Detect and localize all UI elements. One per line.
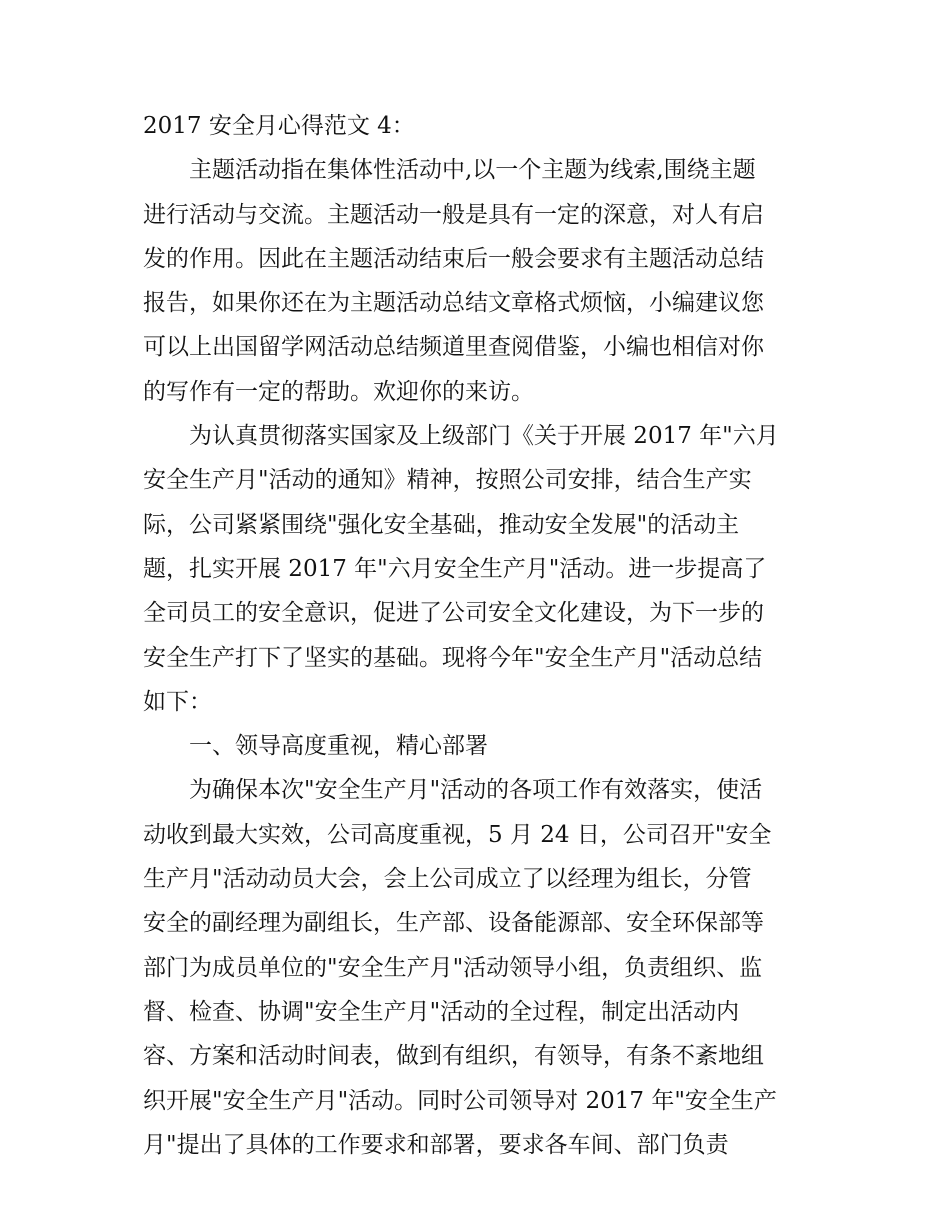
paragraph-4-line: 织开展"安全生产月"活动。同时公司领导对 2017 年"安全生产 <box>143 1087 777 1114</box>
paragraph-1-line: 的写作有一定的帮助。欢迎你的来访。 <box>143 378 534 405</box>
paragraph-2-line: 全司员工的安全意识，促进了公司安全文化建设，为下一步的 <box>143 600 764 627</box>
paragraph-4-line: 为确保本次"安全生产月"活动的各项工作有效落实，使活 <box>189 777 763 804</box>
paragraph-2-line: 安全生产月"活动的通知》精神，按照公司安排，结合生产实 <box>143 467 752 494</box>
document-heading: 2017 安全月心得范文 4： <box>143 113 415 139</box>
paragraph-4-line: 动收到最大实效，公司高度重视，5 月 24 日，公司召开"安全 <box>143 821 772 848</box>
paragraph-1-line: 可以上出国留学网活动总结频道里查阅借鉴，小编也相信对你 <box>143 334 764 361</box>
paragraph-4-line: 部门为成员单位的"安全生产月"活动领导小组，负责组织、监 <box>143 954 763 981</box>
section-heading: 一、领导高度重视，精心部署 <box>189 733 488 760</box>
paragraph-4-line: 月"提出了具体的工作要求和部署，要求各车间、部门负责 <box>143 1131 729 1158</box>
paragraph-1-line: 进行活动与交流。主题活动一般是具有一定的深意，对人有启 <box>143 201 764 228</box>
paragraph-1-line: 发的作用。因此在主题活动结束后一般会要求有主题活动总结 <box>143 245 764 272</box>
paragraph-2-line: 如下： <box>143 688 212 715</box>
paragraph-1-line: 报告，如果你还在为主题活动总结文章格式烦恼，小编建议您 <box>143 290 764 317</box>
paragraph-4-line: 督、检查、协调"安全生产月"活动的全过程，制定出活动内 <box>143 998 740 1025</box>
paragraph-2-line: 安全生产打下了坚实的基础。现将今年"安全生产月"活动总结 <box>143 644 763 671</box>
document-body <box>143 104 815 1167</box>
paragraph-2-line: 为认真贯彻落实国家及上级部门《关于开展 2017 年"六月 <box>189 423 779 450</box>
paragraph-4-line: 容、方案和活动时间表，做到有组织，有领导，有条不紊地组 <box>143 1043 764 1070</box>
paragraph-4-line: 生产月"活动动员大会，会上公司成立了以经理为组长，分管 <box>143 866 752 893</box>
paragraph-1-line: 主题活动指在集体性活动中,以一个主题为线索,围绕主题 <box>189 157 756 184</box>
paragraph-2-line: 题，扎实开展 2017 年"六月安全生产月"活动。进一步提高了 <box>143 555 767 582</box>
paragraph-2-line: 际，公司紧紧围绕"强化安全基础，推动安全发展"的活动主 <box>143 511 740 538</box>
paragraph-4-line: 安全的副经理为副组长，生产部、设备能源部、安全环保部等 <box>143 910 764 937</box>
